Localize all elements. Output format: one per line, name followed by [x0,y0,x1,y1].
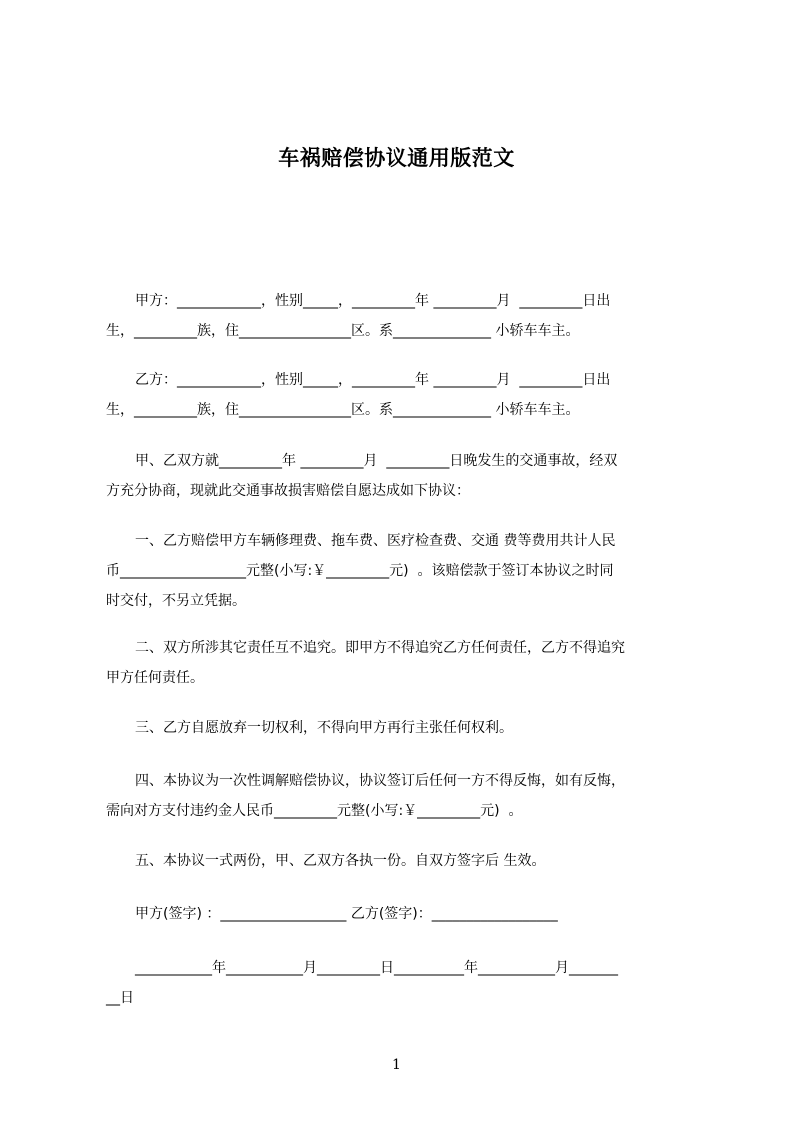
paragraph-line: 甲方：____________，性别_____，_________年 _________月 _________日出 [135,293,611,309]
paragraph-clause-4 [106,766,702,826]
paragraph-line: 需向对方支付违约金人民币_________元整(小写:￥_________元) 。 [106,803,523,819]
paragraph-line: 生，_________族，住________________区。系______________ 小轿车车主。 [106,323,580,339]
paragraph-line: 四、本协议为一次性调解赔偿协议，协议签订后任何一方不得反悔，如有反悔， [135,773,625,789]
paragraph-line: 一、乙方赔偿甲方车辆修理费、拖车费、医疗检查费、交通 费等费用共计人民 [135,533,616,549]
paragraph-line: 二、双方所涉其它责任互不追究。即甲方不得追究乙方任何责任，乙方不得追究 [135,640,625,656]
paragraph-line: 币__________________元整(小写:￥_________元) 。该赔偿款于签订本协议之时同 [106,563,614,579]
paragraph-line: 甲、乙双方就_________年 _________月 _________日晚发生的交通事故，经双 [135,453,618,469]
page-number: 1 [392,1057,401,1073]
paragraph-line: 时交付，不另立凭据。 [106,593,246,609]
paragraph-clause-2 [106,633,702,693]
paragraph-line: 方充分协商，现就此交通事故损害赔偿自愿达成如下协议： [106,483,470,499]
paragraph-line: 甲方(签字) ：__________________ 乙方(签字)：__________________ [135,906,558,922]
paragraph-clause-3 [106,713,702,743]
paragraph-party-a [106,286,702,346]
paragraph-party-b [106,365,702,425]
paragraph-clause-5 [106,846,702,876]
paragraph-line: 生，_________族，住________________区。系______________ 小轿车车主。 [106,402,580,418]
paragraph-line: 三、乙方自愿放弃一切权利，不得向甲方再行主张任何权利。 [135,720,513,736]
date-line [106,953,702,1013]
paragraph-line: 乙方：____________，性别_____，_________年 _________月 _________日出 [135,372,611,388]
paragraph-clause-1 [106,526,702,616]
signature-line [106,899,702,929]
paragraph-line: __日 [106,990,134,1006]
paragraph-line: 甲方任何责任。 [106,670,204,686]
paragraph-line: ___________年___________月_________日__________年___________月_______ [135,960,618,976]
paragraph-preamble [106,446,702,506]
document-title: 车祸赔偿协议通用版范文 [278,146,515,170]
paragraph-line: 五、本协议一式两份，甲、乙双方各执一份。自双方签字后 生效。 [135,853,546,869]
